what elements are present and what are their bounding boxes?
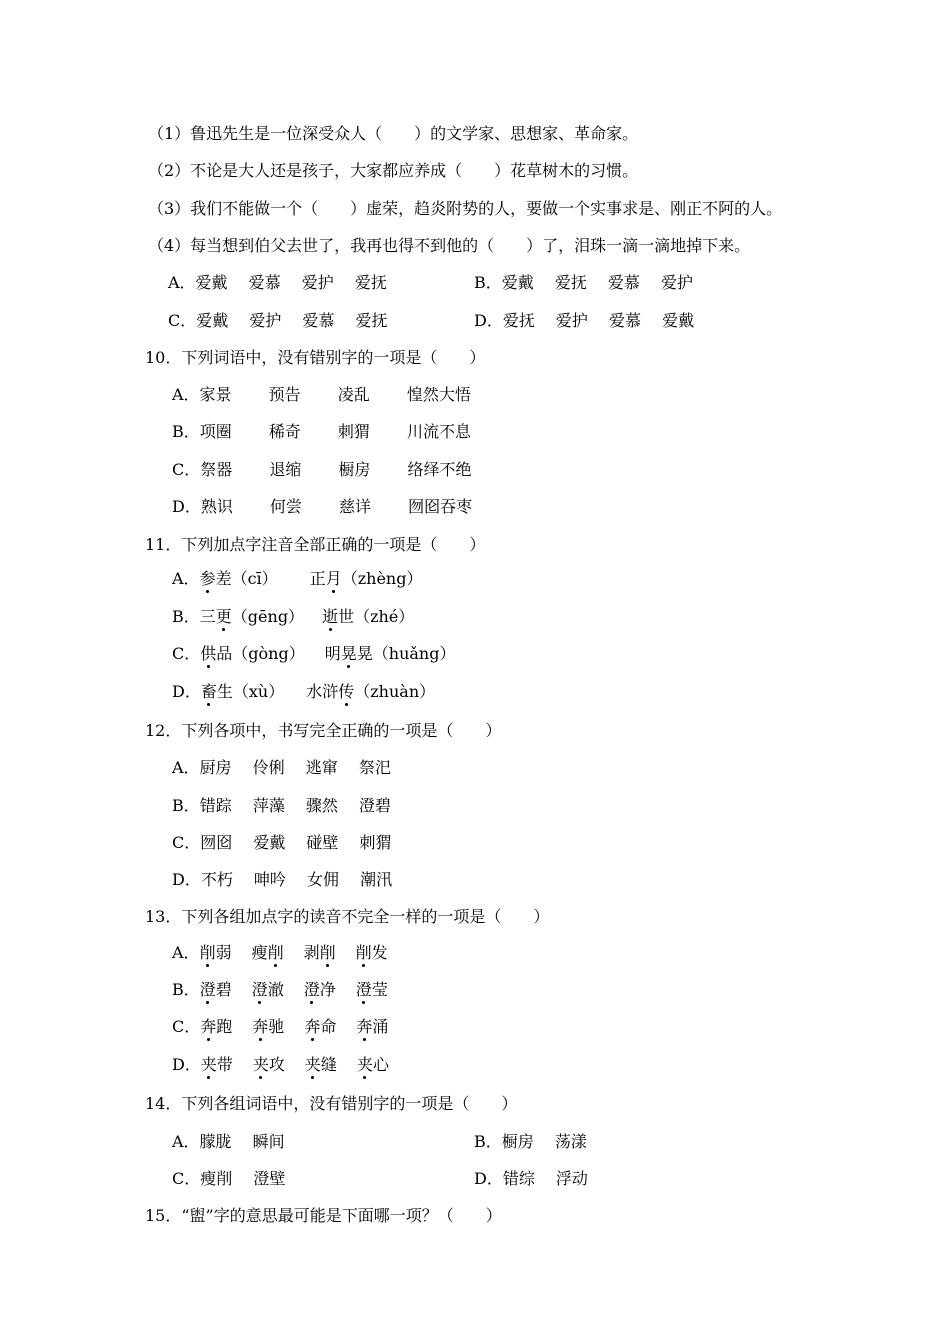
q15-stem: 15．“盥”字的意思最可能是下面哪一项？（ ） [145, 1206, 502, 1225]
word-char: 碧 [215, 980, 232, 999]
q12-option-a: A．厨房 伶俐 逃窜 祭汜 [172, 758, 391, 777]
option-word [356, 1017, 388, 1037]
option-label: D． [172, 1055, 201, 1074]
dotted-char: 削 [319, 943, 336, 962]
dotted-char: 奔 [252, 1017, 269, 1036]
dotted-char: 澄 [199, 980, 216, 999]
pinyin: （xù） [232, 682, 285, 701]
word-char: 水浒 [306, 682, 339, 701]
dotted-char: 削 [267, 943, 284, 962]
q11-option-a [172, 569, 422, 589]
word-char: 命 [320, 1017, 337, 1036]
q11-option-b [172, 607, 414, 627]
option-word [304, 980, 336, 1000]
pinyin: （zhé） [354, 607, 415, 626]
word-char: 跑 [216, 1017, 233, 1036]
dotted-char: 传 [338, 682, 355, 701]
q13-option-c [172, 1017, 388, 1037]
word-char: 驰 [268, 1017, 285, 1036]
word-char: 晃 [356, 644, 373, 663]
word-char: 澈 [267, 980, 284, 999]
word-char: 发 [371, 943, 388, 962]
q9-item-3: （3）我们不能做一个（ ）虚荣，趋炎附势的人，要做一个实事求是、刚正不阿的人。 [148, 199, 783, 218]
dotted-char: 畜 [200, 682, 217, 701]
option-word [356, 980, 388, 1000]
pinyin: （zhuàn） [354, 682, 436, 701]
dotted-char: 奔 [200, 1017, 217, 1036]
word-char: 带 [216, 1055, 233, 1074]
q10-option-c: C．祭器 退缩 橱房 络绎不绝 [172, 460, 472, 479]
option-label: B． [172, 980, 200, 999]
q13-option-a [172, 943, 388, 963]
dotted-char: 奔 [356, 1017, 373, 1036]
q9-item-1: （1）鲁迅先生是一位深受众人（ ）的文学家、思想家、革命家。 [148, 124, 639, 143]
q11-stem: 11．下列加点字注音全部正确的一项是（ ） [145, 535, 486, 554]
word-char: 差 [215, 569, 232, 588]
word-char: 弱 [215, 943, 232, 962]
q11-option-c [172, 644, 455, 664]
dotted-char: 澄 [251, 980, 268, 999]
q9-option-a: A．爱戴 爱慕 爱护 爱抚 [168, 273, 387, 292]
q14-option-b: B．橱房 荡漾 [474, 1132, 587, 1151]
word-char: 攻 [268, 1055, 285, 1074]
option-word [200, 943, 232, 963]
option-word [357, 1055, 389, 1075]
option-label: B． [172, 607, 200, 626]
q14-stem: 14．下列各组词语中，没有错别字的一项是（ ） [145, 1094, 518, 1113]
option-word [304, 943, 336, 963]
dotted-char: 夹 [200, 1055, 217, 1074]
q9-item-2: （2）不论是大人还是孩子，大家都应养成（ ）花草树木的习惯。 [148, 161, 639, 180]
word-char: 莹 [371, 980, 388, 999]
q12-option-b: B．错踪 萍藻 骤然 澄碧 [172, 796, 392, 815]
dotted-char: 削 [355, 943, 372, 962]
option-label: C． [172, 1017, 201, 1036]
q13-option-d [172, 1055, 389, 1075]
word-char: 正 [309, 569, 326, 588]
option-word [252, 1017, 284, 1037]
q12-option-d: D．不朽 呻吟 女佣 潮汛 [172, 870, 393, 889]
dotted-char: 更 [215, 607, 232, 626]
option-word [201, 1055, 233, 1075]
word-char: 品 [216, 644, 233, 663]
option-label: C． [172, 644, 201, 663]
dotted-char: 夹 [252, 1055, 269, 1074]
option-word [252, 943, 284, 963]
dotted-char: 月 [325, 569, 342, 588]
dotted-char: 供 [200, 644, 217, 663]
word-char: 净 [319, 980, 336, 999]
word-char: 世 [338, 607, 355, 626]
word-char: 涌 [372, 1017, 389, 1036]
dotted-char: 澄 [355, 980, 372, 999]
q10-option-b: B．项圈 稀奇 刺猬 川流不息 [172, 422, 472, 441]
word-char: 心 [372, 1055, 389, 1074]
option-word [252, 980, 284, 1000]
pinyin: （gēng） [231, 607, 305, 626]
word-char: 生 [216, 682, 233, 701]
pinyin: （gòng） [232, 644, 305, 663]
option-word [253, 1055, 285, 1075]
q13-stem: 13．下列各组加点字的读音不完全一样的一项是（ ） [145, 907, 550, 926]
word-char: 剥 [303, 943, 320, 962]
dotted-char: 参 [199, 569, 216, 588]
option-word [305, 1055, 337, 1075]
q14-option-a: A．朦胧 瞬间 [172, 1132, 285, 1151]
pinyin: （cī） [231, 569, 278, 588]
q12-stem: 12．下列各项中，书写完全正确的一项是（ ） [145, 721, 502, 740]
dotted-char: 奔 [304, 1017, 321, 1036]
dotted-char: 晃 [340, 644, 357, 663]
word-char: 瘦 [251, 943, 268, 962]
option-label: A． [172, 569, 200, 588]
dotted-char: 澄 [303, 980, 320, 999]
q10-option-a: A．家景 预告 凌乱 惶然大悟 [172, 385, 471, 404]
q14-option-c: C．瘦削 澄壁 [172, 1169, 286, 1188]
word-char: 缝 [320, 1055, 337, 1074]
pinyin: （zhèng） [341, 569, 423, 588]
word-char: 明 [324, 644, 341, 663]
option-label: A． [172, 943, 200, 962]
dotted-char: 逝 [322, 607, 339, 626]
word-char: 三 [199, 607, 216, 626]
q9-option-c: C．爱戴 爱护 爱慕 爱抚 [168, 311, 388, 330]
pinyin: （huǎng） [372, 644, 456, 663]
q11-option-d [172, 682, 435, 702]
option-word [356, 943, 388, 963]
dotted-char: 夹 [304, 1055, 321, 1074]
q12-option-c: C．囫囵 爱戴 碰壁 刺猬 [172, 833, 392, 852]
q14-option-d: D．错综 浮动 [474, 1169, 588, 1188]
option-word [304, 1017, 336, 1037]
option-word [200, 980, 232, 1000]
q10-stem: 10．下列词语中，没有错别字的一项是（ ） [145, 348, 486, 367]
q9-item-4: （4）每当想到伯父去世了，我再也得不到他的（ ）了，泪珠一滴一滴地掉下来。 [148, 236, 751, 255]
q9-option-d: D．爱抚 爱护 爱慕 爱戴 [474, 311, 695, 330]
option-label: D． [172, 682, 201, 701]
q13-option-b [172, 980, 388, 1000]
q9-option-b: B．爱戴 爱抚 爱慕 爱护 [474, 273, 694, 292]
option-word [200, 1017, 232, 1037]
dotted-char: 夹 [356, 1055, 373, 1074]
dotted-char: 削 [199, 943, 216, 962]
q10-option-d: D．熟识 何尝 慈详 囫囵吞枣 [172, 497, 473, 516]
